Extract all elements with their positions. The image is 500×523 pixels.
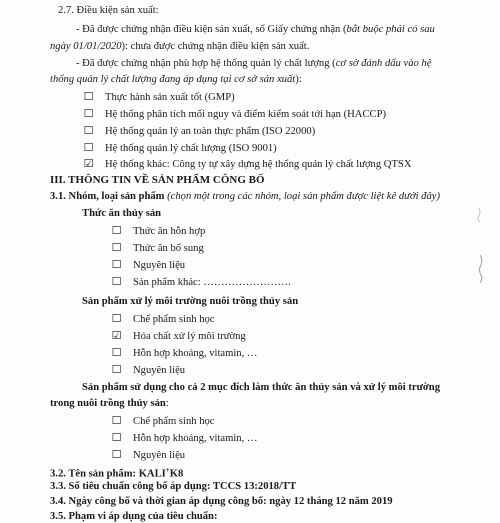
section-III-heading: III. THÔNG TIN VỀ SẢN PHẨM CÔNG BỐ bbox=[50, 174, 265, 186]
checkbox-icon[interactable]: ☐ bbox=[111, 241, 122, 254]
checkbox-icon[interactable]: ☐ bbox=[111, 414, 122, 427]
dual-option-probiotic[interactable]: ☐ Chế phẩm sinh học bbox=[111, 414, 215, 427]
checkbox-icon[interactable]: ☐ bbox=[111, 363, 122, 376]
dual-use-title-line-2: trong nuôi trồng thủy sản: bbox=[50, 398, 169, 409]
env-option-chemical[interactable]: ☑ Hóa chất xử lý môi trường bbox=[111, 329, 246, 342]
margin-scan-marks bbox=[476, 200, 486, 310]
qms-option-gmp[interactable]: ☐ Thực hành sản xuất tốt (GMP) bbox=[83, 90, 235, 103]
qms-option-other[interactable]: ☑ Hệ thống khác: Công ty tự xây dựng hệ thống quản lý chất lượng QTSX bbox=[83, 157, 412, 170]
qms-option-haccp[interactable]: ☐ Hệ thống phân tích mối nguy và điểm kiểm soát tới hạn (HACCP) bbox=[83, 107, 387, 120]
checkbox-icon[interactable]: ☐ bbox=[111, 258, 122, 271]
section-3-1-line: 3.1. Nhóm, loại sản phẩm (chọn một trong các nhóm, loại sản phẩm được liệt kê dưới đây) bbox=[50, 191, 440, 202]
checkbox-icon[interactable]: ☐ bbox=[111, 275, 122, 288]
env-option-mineral[interactable]: ☐ Hỗn hợp khoáng, vitamin, … bbox=[111, 346, 258, 359]
env-option-material[interactable]: ☐ Nguyên liệu bbox=[111, 363, 186, 376]
section-2-7-heading: 2.7. Điều kiện sản xuất: bbox=[58, 5, 159, 16]
checkbox-icon[interactable]: ☐ bbox=[111, 312, 122, 325]
checked-checkbox-icon[interactable]: ☑ bbox=[111, 329, 122, 342]
qms-line-1: - Đã được chứng nhận phù hợp hệ thống quản lý chất lượng (cơ sở đánh dấu vào hệ bbox=[76, 58, 432, 69]
checkbox-icon[interactable]: ☐ bbox=[83, 141, 94, 154]
feed-option-compound[interactable]: ☐ Thức ăn hỗn hợp bbox=[111, 224, 206, 237]
checked-checkbox-icon[interactable]: ☑ bbox=[83, 157, 94, 170]
checkbox-icon[interactable]: ☐ bbox=[111, 224, 122, 237]
checkbox-icon[interactable]: ☐ bbox=[83, 90, 94, 103]
dual-option-mineral[interactable]: ☐ Hỗn hợp khoáng, vitamin, … bbox=[111, 431, 258, 444]
feed-group-title: Thức ăn thủy sản bbox=[82, 208, 162, 219]
feed-option-other[interactable]: ☐ Sản phẩm khác: ……………………. bbox=[111, 275, 291, 288]
condition-line-1-cont: ngày 01/01/2020): chưa được chứng nhận điều kiện sản xuất. bbox=[50, 41, 310, 52]
checkbox-icon[interactable]: ☐ bbox=[83, 124, 94, 137]
dual-use-title-line-1: Sản phẩm sử dụng cho cả 2 mục đích làm thức ăn thủy sản và xử lý môi trường bbox=[82, 382, 440, 393]
checkbox-icon[interactable]: ☐ bbox=[111, 448, 122, 461]
feed-option-supplement[interactable]: ☐ Thức ăn bổ sung bbox=[111, 241, 204, 254]
condition-line-1: - Đã được chứng nhận điều kiện sản xuất, số Giấy chứng nhận (bắt buộc phải có sau bbox=[76, 24, 435, 35]
standard-number-line: 3.3. Số tiêu chuẩn công bố áp dụng: TCCS 13:2018/TT bbox=[50, 481, 297, 492]
env-option-probiotic[interactable]: ☐ Chế phẩm sinh học bbox=[111, 312, 215, 325]
checkbox-icon[interactable]: ☐ bbox=[83, 107, 94, 120]
scope-line: 3.5. Phạm vi áp dụng của tiêu chuẩn: bbox=[50, 511, 218, 522]
announce-date-line: 3.4. Ngày công bố và thời gian áp dụng công bố: ngày 12 tháng 12 năm 2019 bbox=[50, 496, 393, 507]
qms-line-2: thống quản lý chất lượng đang áp dụng tại cơ sở sản xuất): bbox=[50, 74, 302, 85]
env-group-title: Sản phẩm xử lý môi trường nuôi trồng thủy sản bbox=[82, 296, 299, 307]
feed-option-material[interactable]: ☐ Nguyên liệu bbox=[111, 258, 186, 271]
qms-option-iso22000[interactable]: ☐ Hệ thống quản lý an toàn thực phẩm (ISO 22000) bbox=[83, 124, 316, 137]
checkbox-icon[interactable]: ☐ bbox=[111, 346, 122, 359]
product-name-line: 3.2. Tên sản phẩm: KALI+K8 bbox=[50, 466, 184, 480]
checkbox-icon[interactable]: ☐ bbox=[111, 431, 122, 444]
qms-option-iso9001[interactable]: ☐ Hệ thống quản lý chất lượng (ISO 9001) bbox=[83, 141, 277, 154]
dual-option-material[interactable]: ☐ Nguyên liệu bbox=[111, 448, 186, 461]
